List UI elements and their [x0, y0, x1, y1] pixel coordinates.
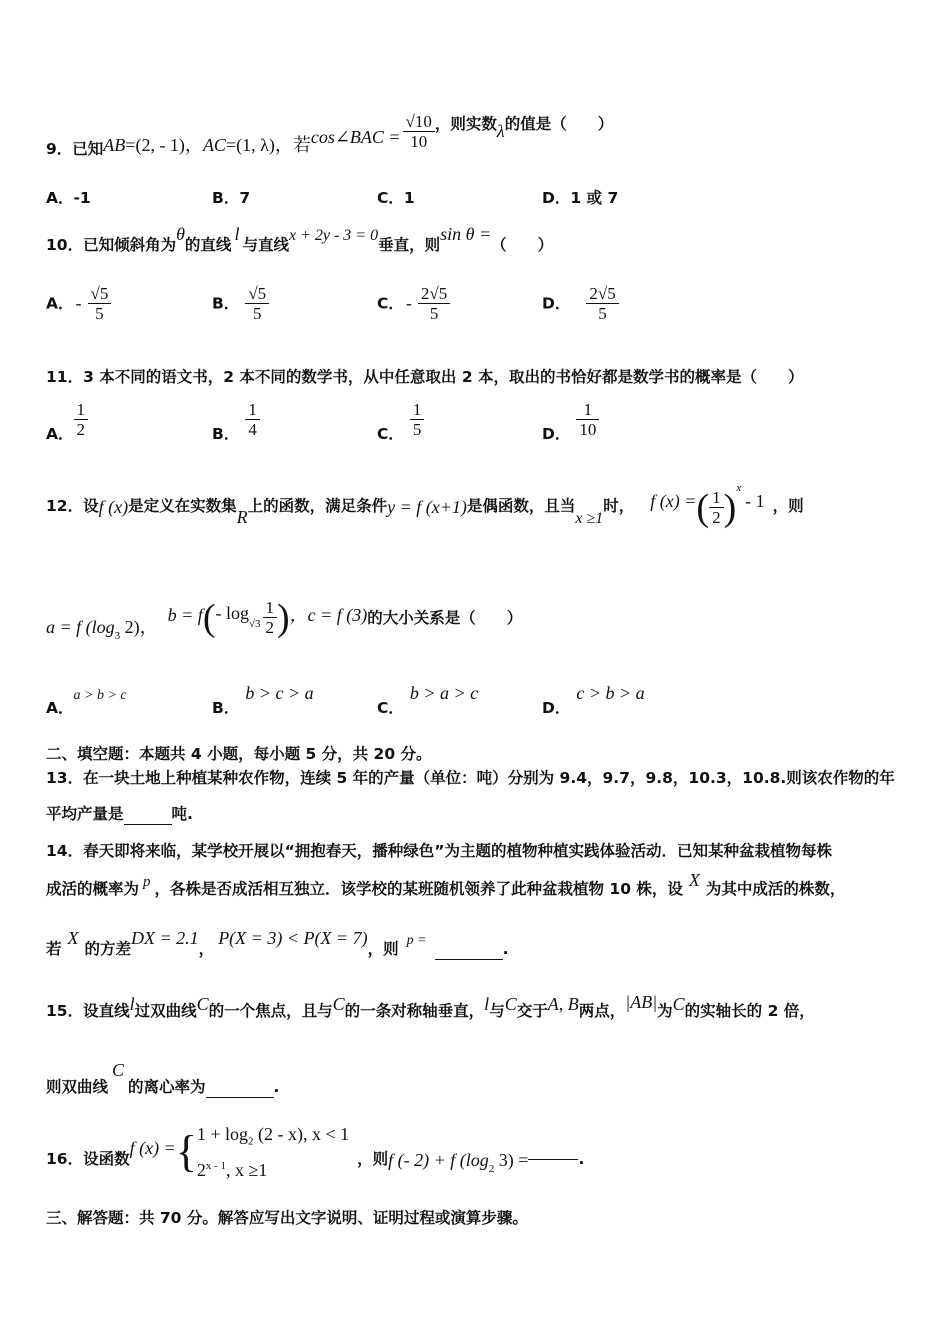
q12-b-rparen: ) [277, 597, 290, 639]
q10-option-a-den: 5 [88, 303, 112, 324]
q11-option-c-label: C． [377, 424, 404, 443]
q13-line2b: 吨. [171, 805, 193, 823]
q10-option-d-label: D． [542, 294, 571, 313]
question-16 [46, 1122, 585, 1180]
q15-absAB: |AB| [625, 992, 658, 1012]
q16-end: . [578, 1150, 585, 1169]
q10-option-a-sign: - [75, 292, 82, 313]
q10-option-a-num: √5 [90, 284, 109, 303]
q10-option-b-label: B． [212, 294, 240, 313]
q12-b-lparen: ( [202, 597, 216, 639]
q16-base: 2 [488, 1163, 495, 1176]
q11-option-a-label: A． [46, 424, 74, 443]
q14-comma: ， [198, 940, 215, 958]
q11-option-a[interactable] [46, 400, 88, 443]
q15-C-4: C [672, 994, 685, 1014]
q10-option-c-label: C． [377, 294, 404, 313]
q10-option-c-frac [418, 284, 450, 324]
q9-option-a-label: A． [46, 189, 74, 207]
q14-l3a: 若 [46, 940, 62, 958]
q12-c-def: ，c = f (3) [289, 604, 368, 625]
q9-option-a-text: -1 [73, 189, 91, 207]
q11-option-b[interactable] [212, 400, 260, 443]
q14-line2 [46, 872, 845, 902]
q15-line2a: 则双曲线 [46, 1078, 109, 1096]
q11-option-a-frac [74, 400, 89, 440]
q15-f: 交于 [516, 1002, 548, 1020]
q15-AB: A, B [547, 994, 579, 1014]
q12-half [709, 488, 724, 528]
q10-option-c-sign: - [405, 292, 412, 313]
q12-t2: 上的函数，满足条件 [247, 496, 388, 515]
q14-l3b: 的方差 [84, 940, 132, 958]
q12-fdef: f (x) = [650, 490, 697, 511]
q10-option-c-num: 2√5 [420, 284, 448, 303]
q10-option-a[interactable] [46, 284, 111, 324]
q13-line2a: 平均产量是 [46, 805, 124, 823]
q15-answer-blank[interactable] [206, 1077, 274, 1098]
q16-case1-base: 2 [247, 1135, 254, 1148]
q10-line-eq: x + 2y - 3 = 0 [288, 227, 379, 244]
q10-option-a-frac [88, 284, 112, 324]
q13-answer-blank[interactable] [124, 804, 172, 825]
q11-option-c-frac [410, 400, 425, 440]
q11-option-a-num: 1 [76, 400, 85, 419]
q9-ab-value: =(2, - 1)， [125, 134, 203, 155]
q11-option-c[interactable] [377, 400, 424, 443]
q14-answer-blank[interactable] [435, 939, 503, 960]
q12-option-a[interactable] [46, 682, 127, 717]
q12-rparen: ) [723, 487, 737, 529]
section-3-heading: 三、解答题：共 70 分。解答应写出文字说明、证明过程或演算步骤。 [46, 1209, 528, 1227]
q16-answer-blank[interactable] [528, 1139, 578, 1160]
q12-b-den: 2 [263, 617, 278, 638]
q12-a-arg: 2)， [120, 616, 158, 637]
q12-lparen: ( [696, 487, 710, 529]
q10-option-b-den: 5 [245, 303, 269, 324]
q13-line1: 13．在一块土地上种植某种农作物，连续 5 年的产量（单位：吨）分别为 9.4，9.7，9.8，10.3，10.8.则该农作物的年 [46, 769, 895, 787]
q15-g: 两点， [578, 1002, 626, 1020]
q10-t2: 与直线 [242, 236, 289, 254]
q11-option-c-den: 5 [410, 419, 425, 440]
q10-t3: 垂直，则 [378, 236, 441, 254]
q12-b-def: b = f [167, 604, 203, 625]
q9-prefix: 9．已知 [46, 139, 104, 158]
q9-option-c[interactable] [377, 186, 415, 208]
q15-C-2: C [332, 994, 345, 1014]
q10-option-c-den: 5 [418, 303, 450, 324]
q14-line1: 14．春天即将来临，某学校开展以“拥抱春天，播种绿色”为主题的植物种植实践体验活动．已知某种盆栽植物每株 [46, 842, 832, 860]
q12-t5: ，则 [772, 496, 804, 515]
q12-b-num: 1 [265, 598, 275, 617]
q13-line2 [46, 804, 193, 825]
q12-option-a-label: A． [46, 699, 74, 717]
q14-X: X [688, 870, 700, 890]
q14-peq: p = [406, 933, 427, 948]
q9-option-c-text: 1 [403, 189, 415, 207]
q10-option-d[interactable] [542, 284, 619, 324]
q10-option-d-num: 2√5 [589, 284, 616, 303]
q15-line1 [46, 988, 815, 1024]
q10-t1: 的直线 [184, 236, 232, 254]
q12-b-frac [263, 598, 278, 638]
q10-theta: θ [176, 224, 185, 244]
q12-exp: x [736, 481, 742, 494]
q10-sin: sin θ = [440, 224, 492, 244]
q12-a-base: 3 [114, 629, 121, 642]
q9-vector-ab: AB [103, 134, 126, 155]
q9-frac-den: 10 [403, 131, 435, 152]
q16-a: 16．设函数 [46, 1150, 130, 1169]
q11-option-b-num: 1 [248, 400, 257, 419]
q12-option-b[interactable] [212, 682, 314, 717]
q12-half-num: 1 [712, 488, 721, 507]
section-2-heading: 二、填空题：本题共 4 小题，每小题 5 分，共 20 分。 [46, 745, 432, 763]
q12-prefix: 12．设 [46, 496, 99, 515]
q14-dx: DX = 2.1 [131, 928, 199, 948]
q16-case2-a: 2 [196, 1159, 206, 1180]
q9-option-d-text: 1 或 7 [570, 189, 619, 207]
q14-l2a: 成活的概率为 [46, 880, 140, 898]
q16-brace: { [175, 1126, 197, 1176]
q12-t4: 时， [603, 496, 635, 515]
q9-fraction [403, 112, 435, 152]
question-10 [46, 220, 553, 260]
q15-line2 [46, 1058, 279, 1098]
q12-option-b-label: B． [212, 699, 240, 717]
q14-X-2: X [67, 928, 79, 948]
q9-tail2: 的值是（ ） [504, 114, 614, 133]
q11-option-d-label: D． [542, 424, 571, 443]
q11-option-b-label: B． [212, 424, 240, 443]
q14-p: p [143, 874, 151, 890]
q15-C-3: C [504, 994, 517, 1014]
q11-option-d-num: 1 [583, 400, 593, 419]
q9-frac-num: √10 [405, 112, 432, 131]
q15-l-2: l [484, 994, 490, 1014]
q15-e: 与 [489, 1002, 505, 1020]
q12-t1: 是定义在实数集 [128, 496, 237, 515]
q9-option-b[interactable] [212, 186, 250, 208]
q9-cos: cos∠BAC = [310, 126, 401, 147]
q12-cond: y = f (x+1) [387, 496, 467, 517]
question-12-line2 [46, 598, 522, 648]
q12-half-den: 2 [709, 507, 724, 528]
q10-prefix: 10．已知倾斜角为 [46, 236, 177, 254]
q10-option-b[interactable] [212, 284, 269, 324]
q10-line-l: l [234, 224, 240, 244]
q9-option-b-label: B． [212, 189, 240, 207]
q9-option-a[interactable] [46, 186, 91, 208]
q15-h: 为 [657, 1002, 673, 1020]
q15-b: 过双曲线 [134, 1002, 197, 1020]
q12-option-c-label: C． [377, 699, 404, 717]
q11-option-a-den: 2 [74, 419, 89, 440]
q12-option-d[interactable] [542, 682, 645, 717]
q10-option-c[interactable] [377, 284, 450, 324]
q12-a-def: a = f (log [46, 616, 115, 637]
q16-case2 [197, 1154, 349, 1182]
q16-case1-c: (2 - x), x < 1 [253, 1124, 350, 1144]
q12-xge: x ≥1 [575, 509, 604, 527]
q14-prob: P(X = 3) < P(X = 7) [218, 928, 368, 948]
q15-C: C [196, 994, 209, 1014]
q12-option-b-text: b > c > a [245, 683, 314, 703]
q15-c: 的一个焦点，且与 [208, 1002, 333, 1020]
q16-expr2: 3) = [494, 1150, 529, 1171]
q14-l2c: 为其中成活的株数， [705, 880, 846, 898]
question-9 [46, 112, 613, 162]
q16-fx: f (x) = [129, 1138, 176, 1159]
q11-option-b-frac [245, 400, 260, 440]
q15-end: . [273, 1078, 280, 1096]
q9-option-d[interactable] [542, 186, 618, 208]
q9-option-c-label: C． [377, 189, 404, 207]
q15-i: 的实轴长的 2 倍， [684, 1002, 815, 1020]
q9-ac-value: =(1, λ)，若 [225, 134, 311, 155]
q11-option-d-frac [576, 400, 599, 440]
question-11: 11．3 本不同的语文书，2 本不同的数学书，从中任意取出 2 本，取出的书恰好都是数学书的概率是（ ） [46, 368, 804, 386]
q10-option-a-label: A． [46, 294, 74, 313]
q16-case2-c: , x ≥1 [226, 1159, 268, 1180]
q15-d: 的一条对称轴垂直， [344, 1002, 485, 1020]
q10-option-d-den: 5 [586, 303, 618, 324]
q12-option-d-label: D． [542, 699, 571, 717]
q12-fx: f (x) [98, 496, 129, 517]
q12-R: R [236, 506, 248, 527]
q11-option-d[interactable] [542, 400, 599, 443]
q9-lambda: λ [496, 120, 505, 141]
q15-a: 15．设直线 [46, 1002, 130, 1020]
q14-l3c: ，则 [367, 940, 399, 958]
q16-expr: f (- 2) + f (log [388, 1150, 489, 1171]
question-12-line1 [46, 481, 804, 540]
q12-option-c-text: b > a > c [409, 683, 479, 703]
q14-line3 [46, 924, 508, 960]
q14-end: . [502, 940, 509, 958]
q12-minus1: - 1 [745, 490, 765, 511]
q15-C-5: C [112, 1060, 125, 1080]
q10-option-b-num: √5 [248, 284, 267, 303]
q15-l: l [129, 994, 135, 1014]
q16-case1-a: 1 + log [196, 1124, 248, 1144]
q9-option-d-label: D． [542, 189, 571, 207]
q9-tail1: ，则实数 [434, 114, 497, 133]
q11-option-b-den: 4 [245, 419, 260, 440]
q12-t6: 的大小关系是（ ） [367, 608, 523, 627]
q12-b-base: √3 [248, 617, 261, 630]
q15-line2b: 的离心率为 [128, 1078, 206, 1096]
q10-t4: （ ） [491, 236, 554, 254]
q12-option-d-text: c > b > a [576, 683, 645, 703]
q10-option-b-frac [245, 284, 269, 324]
q16-case1 [197, 1122, 349, 1154]
q9-option-b-text: 7 [239, 189, 251, 207]
q10-option-d-frac [586, 284, 618, 324]
q14-l2b: ，各株是否成活相互独立．该学校的某班随机领养了此种盆栽植物 10 株，设 [154, 880, 683, 898]
q11-option-d-den: 10 [576, 419, 599, 440]
q9-vector-ac: AC [202, 134, 226, 155]
q12-option-c[interactable] [377, 682, 479, 717]
q12-option-a-text: a > b > c [73, 688, 127, 703]
q16-b: ，则 [357, 1150, 389, 1169]
q16-case2-exp: x - 1 [205, 1159, 226, 1172]
q12-t3: 是偶函数，且当 [466, 496, 576, 515]
q11-option-c-num: 1 [412, 400, 422, 419]
q12-b-inner: - log [215, 602, 249, 623]
q16-cases [197, 1122, 349, 1182]
